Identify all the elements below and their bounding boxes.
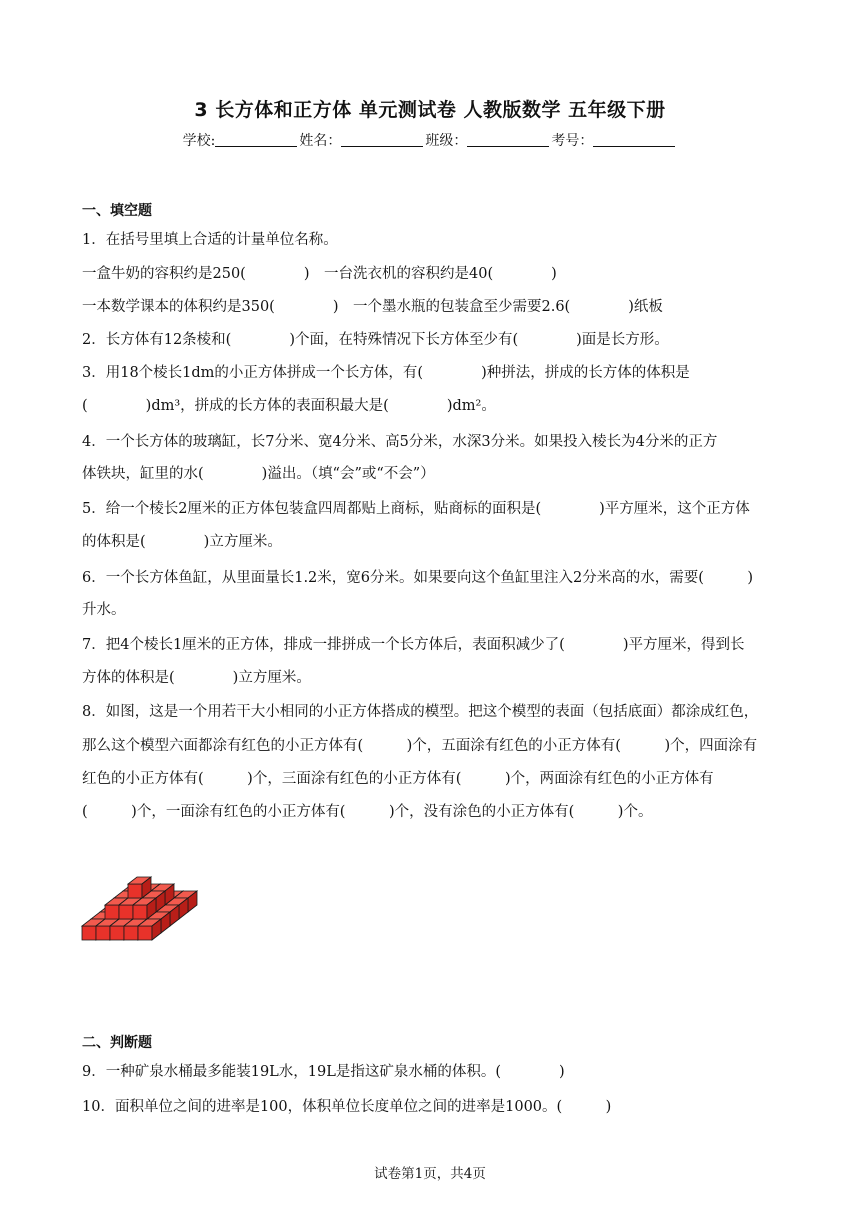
cube-front-face (82, 926, 96, 940)
question-line: 3．用18个棱长1dm的小正方体拼成一个长方体，有( )种拼法，拼成的长方体的体积是 (82, 365, 690, 381)
question-line: 一本数学课本的体积约是350( ) 一个墨水瓶的包装盒至少需要2.6( )纸板 (82, 299, 663, 315)
question-line: 7．把4个棱长1厘米的正方体，排成一排拼成一个长方体后，表面积减少了( )平方厘米，得到长 (82, 637, 745, 653)
name-label: 姓名： (299, 133, 342, 149)
cube-front-face (96, 926, 110, 940)
class-label: 班级： (425, 133, 468, 149)
class-blank[interactable] (467, 132, 549, 147)
section-title-true-false: 二、判断题 (82, 1035, 152, 1051)
cube-front-face (105, 905, 119, 919)
question-line: 6．一个长方体鱼缸，从里面量长1.2米，宽6分米。如果要向这个鱼缸里注入2分米高的水，需要( ) (82, 570, 754, 586)
cube-front-face (110, 926, 124, 940)
question-line: 4．一个长方体的玻璃缸，长7分米、宽4分米、高5分米，水深3分米。如果投入棱长为4分米的正方 (82, 434, 718, 450)
question-line: 体铁块，缸里的水( )溢出。（填“会”或“不会”） (82, 466, 435, 482)
name-blank[interactable] (341, 132, 423, 147)
page-title: 3 长方体和正方体 单元测试卷 人教版数学 五年级下册 (194, 99, 666, 121)
cube-pyramid-figure (80, 838, 300, 952)
question-line: 10．面积单位之间的进率是100，体积单位长度单位之间的进率是1000。( ) (82, 1099, 612, 1115)
school-blank[interactable] (215, 132, 297, 147)
question-line: 一盒牛奶的容积约是250( ) 一台洗衣机的容积约是40( ) (82, 266, 557, 282)
question-line: 1．在括号里填上合适的计量单位名称。 (82, 232, 338, 248)
cube-pyramid-image (80, 838, 300, 948)
question-line: 升水。 (82, 602, 126, 618)
exam-no-label: 考号： (551, 133, 594, 149)
question-line: 9．一种矿泉水桶最多能装19L水，19L是指这矿泉水桶的体积。( ) (82, 1064, 565, 1080)
question-line: 方体的体积是( )立方厘米。 (82, 670, 311, 686)
exam-no-blank[interactable] (593, 132, 675, 147)
question-line: ( )个，一面涂有红色的小正方体有( )个，没有涂色的小正方体有( )个。 (82, 804, 653, 820)
question-line: 红色的小正方体有( )个，三面涂有红色的小正方体有( )个，两面涂有红色的小正方体有 (82, 771, 714, 787)
question-line: 2．长方体有12条棱和( )个面，在特殊情况下长方体至少有( )面是长方形。 (82, 332, 669, 348)
student-info-row (0, 130, 860, 150)
school-label: 学校: (182, 133, 216, 149)
cube-front-face (124, 926, 138, 940)
question-line: 5．给一个棱长2厘米的正方体包装盒四周都贴上商标，贴商标的面积是( )平方厘米，这个正方体 (82, 501, 750, 517)
page-footer: 试卷第1页，共4页 (374, 1166, 486, 1182)
question-line: 的体积是( )立方厘米。 (82, 534, 282, 550)
cube-front-face (119, 905, 133, 919)
question-line: 那么这个模型六面都涂有红色的小正方体有( )个，五面涂有红色的小正方体有( )个，四面涂有 (82, 738, 758, 754)
cube-front-face (128, 884, 142, 898)
section-title-fill-blank: 一、填空题 (82, 203, 152, 219)
question-line: ( )dm³，拼成的长方体的表面积最大是( )dm²。 (82, 398, 496, 414)
cube-front-face (133, 905, 147, 919)
question-line: 8．如图，这是一个用若干大小相同的小正方体搭成的模型。把这个模型的表面（包括底面）都涂成红色， (82, 704, 759, 720)
cube-front-face (138, 926, 152, 940)
